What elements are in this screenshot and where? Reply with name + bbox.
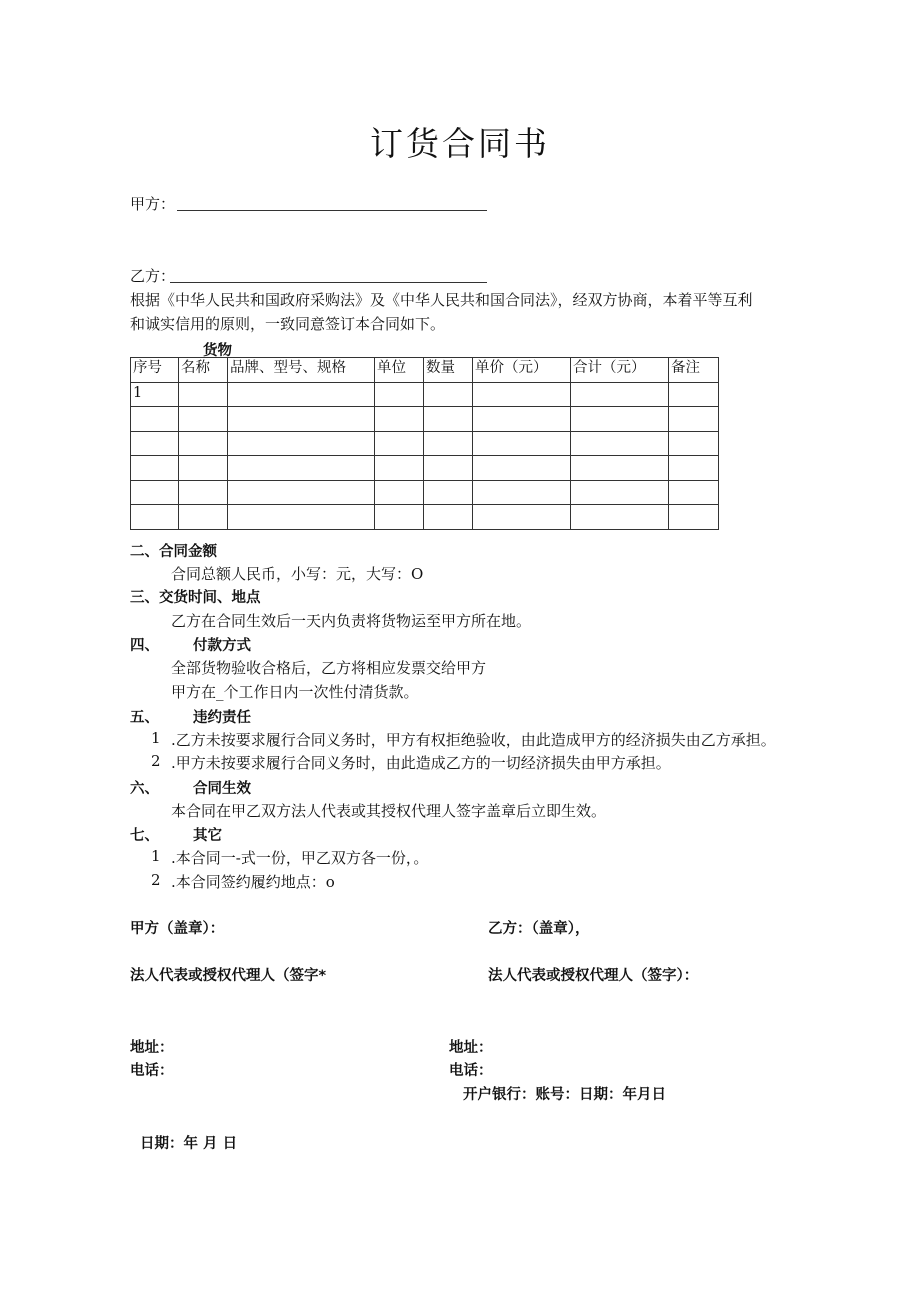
bank-account-line: 开户银行：账号：日期：年月日 (463, 1087, 666, 1103)
table-cell (424, 480, 473, 505)
party-b-blank (170, 282, 487, 283)
table-cell (424, 505, 473, 530)
party-b-phone: 电话： (449, 1063, 493, 1079)
table-cell (571, 407, 669, 432)
table-cell (669, 407, 719, 432)
table-cell (131, 456, 179, 481)
table-cell (669, 456, 719, 481)
section-6-title: 合同生效 (193, 781, 251, 797)
section-7-item-2: .本合同签约履约地点：o (171, 873, 335, 891)
table-cell (473, 382, 571, 407)
section-4-title: 付款方式 (193, 638, 251, 654)
section-3-text: 乙方在合同生效后一天内负责将货物运至甲方所在地。 (171, 612, 532, 630)
party-a-address: 地址： (130, 1040, 174, 1056)
section-7-title: 其它 (193, 828, 222, 844)
table-header-row (131, 358, 719, 383)
table-row (131, 505, 719, 530)
table-cell: 合计（元） (571, 358, 669, 383)
table-cell (571, 382, 669, 407)
section-5-title: 违约责任 (193, 710, 251, 726)
goods-table (130, 357, 719, 530)
section-7-item-1: .本合同一-式一份，甲乙双方各一份，。 (171, 849, 429, 867)
section-4-line-2: 甲方在_个工作日内一次性付清货款。 (171, 683, 419, 701)
table-row (131, 431, 719, 456)
table-row (131, 480, 719, 505)
section-5-item-2: .甲方未按要求履行合同义务时，由此造成乙方的一切经济损失由甲方承担。 (171, 754, 671, 772)
section-2-title: 二、合同金额 (130, 544, 217, 560)
section-4-line-1: 全部货物验收合格后，乙方将相应发票交给甲方 (171, 659, 487, 677)
table-cell (669, 505, 719, 530)
table-cell (228, 505, 375, 530)
table-cell (375, 505, 424, 530)
table-cell (571, 505, 669, 530)
table-cell: 品牌、型号、规格 (228, 358, 375, 383)
table-cell (669, 480, 719, 505)
section-7-number: 七、 (130, 828, 159, 844)
intro-line-1: 根据《中华人民共和国政府采购法》及《中华人民共和国合同法》，经双方协商，本着平等互利 (130, 291, 753, 309)
table-cell (571, 480, 669, 505)
section-4-number: 四、 (130, 638, 159, 654)
section-6-number: 六、 (130, 781, 159, 797)
table-cell (571, 431, 669, 456)
section-5-item-1-number: 1 (151, 729, 161, 747)
table-cell (131, 407, 179, 432)
table-cell (473, 480, 571, 505)
table-cell (131, 505, 179, 530)
intro-line-2: 和诚实信用的原则，一致同意签订本合同如下。 (130, 315, 446, 333)
table-cell (473, 407, 571, 432)
table-cell (375, 480, 424, 505)
table-cell (179, 456, 228, 481)
table-cell: 数量 (424, 358, 473, 383)
goods-caption: 货物 (203, 343, 232, 359)
table-cell (131, 431, 179, 456)
table-cell (228, 431, 375, 456)
section-6-text: 本合同在甲乙双方法人代表或其授权代理人签字盖章后立即生效。 (171, 802, 607, 820)
table-cell (375, 456, 424, 481)
party-a-blank (177, 210, 487, 211)
table-cell (375, 431, 424, 456)
table-cell (669, 382, 719, 407)
table-cell (228, 382, 375, 407)
section-2-text: 合同总额人民币，小写：元，大写：O (171, 565, 424, 583)
section-7-item-2-number: 2 (151, 871, 161, 889)
document-title: 订货合同书 (370, 124, 550, 163)
table-cell (424, 382, 473, 407)
table-cell (375, 382, 424, 407)
table-cell (179, 431, 228, 456)
table-cell (473, 505, 571, 530)
party-a-label: 甲方： (130, 195, 176, 213)
table-cell (131, 480, 179, 505)
table-row (131, 407, 719, 432)
table-cell (179, 382, 228, 407)
table-cell (228, 456, 375, 481)
table-cell (179, 480, 228, 505)
section-5-number: 五、 (130, 710, 159, 726)
party-b-seal: 乙方：（盖章）， (488, 921, 590, 937)
table-cell (571, 456, 669, 481)
party-b-label: 乙方： (130, 267, 176, 285)
table-cell (473, 431, 571, 456)
section-3-title: 三、交货时间、地点 (130, 590, 261, 606)
table-cell: 单价（元） (473, 358, 571, 383)
table-cell (228, 407, 375, 432)
section-5-item-2-number: 2 (151, 752, 161, 770)
party-a-seal: 甲方（盖章）： (130, 921, 225, 937)
party-b-address: 地址： (449, 1040, 493, 1056)
table-cell: 备注 (669, 358, 719, 383)
table-cell (424, 431, 473, 456)
table-cell (669, 431, 719, 456)
table-row (131, 382, 719, 407)
table-cell: 单位 (375, 358, 424, 383)
table-cell (228, 480, 375, 505)
table-cell (424, 456, 473, 481)
section-7-item-1-number: 1 (151, 847, 161, 865)
date-line: 日期：年 月 日 (140, 1136, 238, 1152)
table-cell (179, 407, 228, 432)
party-a-representative: 法人代表或授权代理人（签字* (130, 968, 327, 984)
section-5-item-1: .乙方未按要求履行合同义务时，甲方有权拒绝验收，由此造成甲方的经济损失由乙方承担。 (171, 731, 776, 749)
party-a-phone: 电话： (130, 1063, 174, 1079)
table-cell: 1 (131, 382, 179, 407)
table-cell (473, 456, 571, 481)
table-cell (424, 407, 473, 432)
table-cell (375, 407, 424, 432)
table-cell: 名称 (179, 358, 228, 383)
table-row (131, 456, 719, 481)
party-b-representative: 法人代表或授权代理人（签字）： (488, 968, 699, 984)
table-cell (179, 505, 228, 530)
table-cell: 序号 (131, 358, 179, 383)
